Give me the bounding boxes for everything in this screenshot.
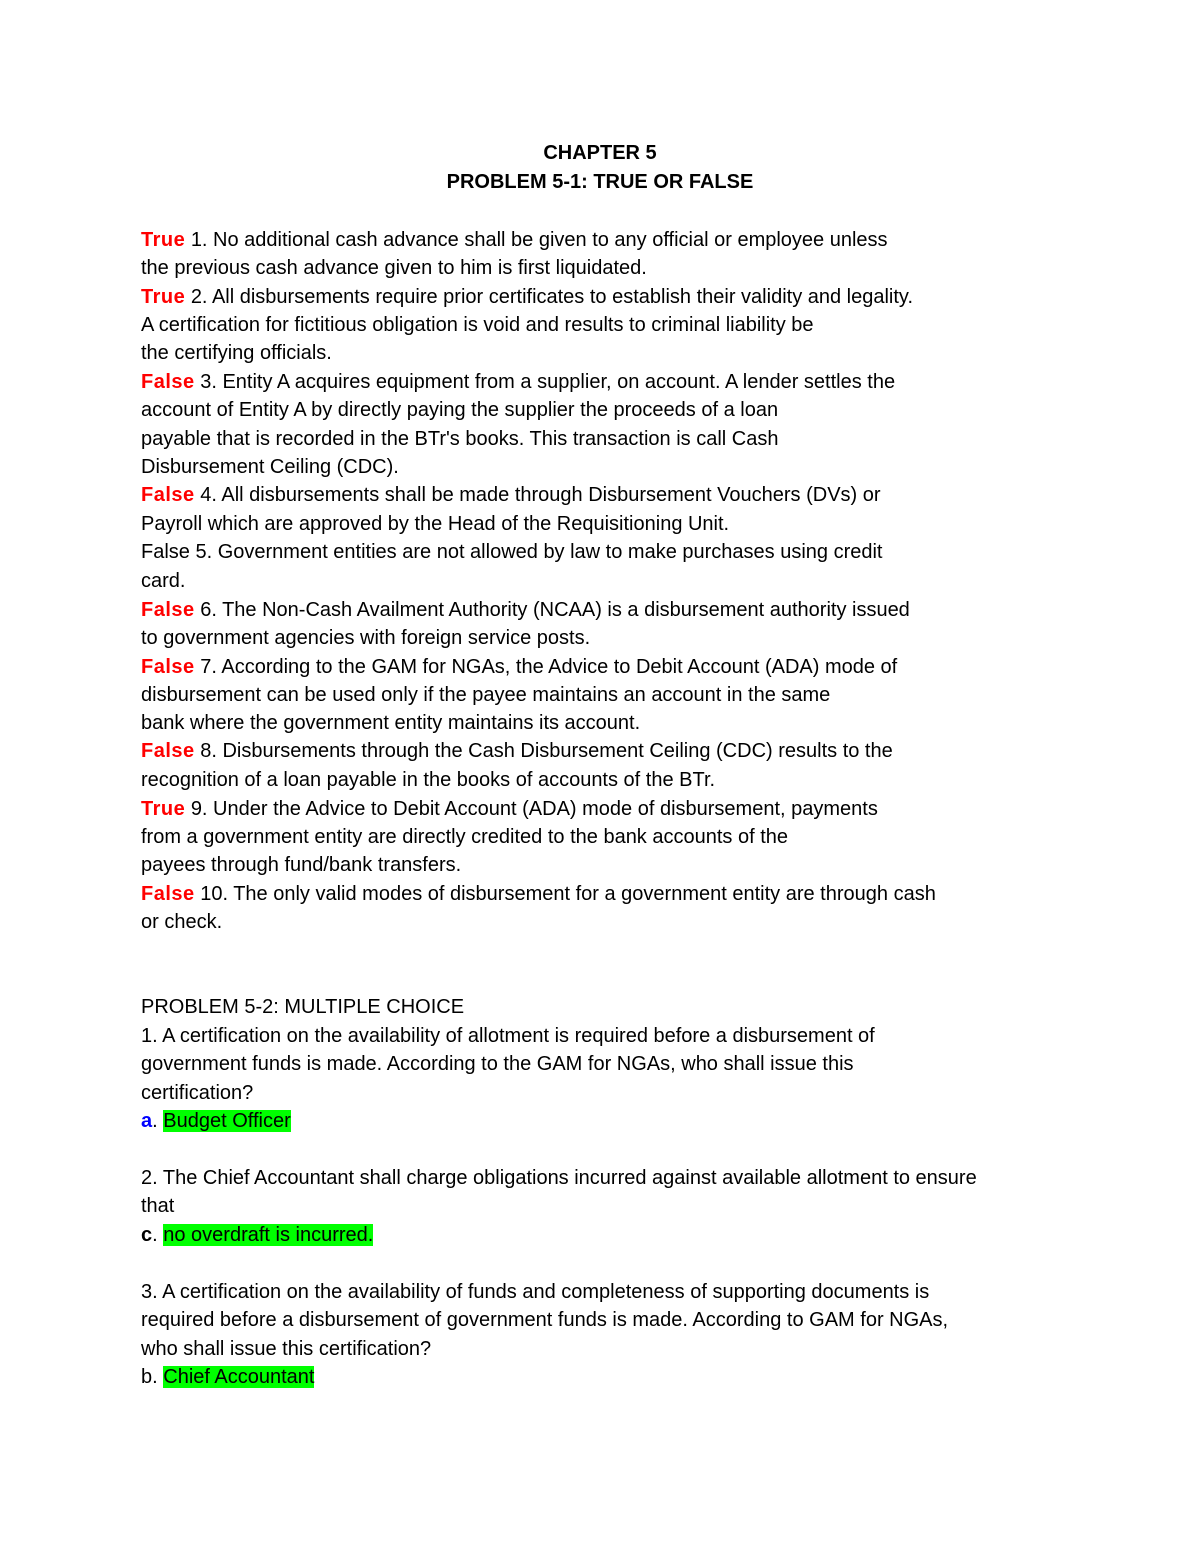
tf-item-9-line-3: payees through fund/bank transfers.: [141, 854, 462, 876]
tf-item-2-line-3: the certifying officials.: [141, 342, 332, 364]
tf-item-3-line-1: False 3. Entity A acquires equipment from a supplier, on account. A lender settles the: [141, 371, 896, 393]
mc-answer-highlight: no overdraft is incurred.: [163, 1224, 374, 1246]
tf-item-3-line-3: payable that is recorded in the BTr's books. This transaction is call Cash: [141, 428, 779, 450]
mc-item-1-answer: a. Budget Officer: [141, 1110, 291, 1132]
tf-answer: True: [141, 798, 186, 820]
mc-answer-highlight: Chief Accountant: [163, 1366, 315, 1388]
mc-item-1-line-3: certification?: [141, 1082, 254, 1104]
tf-item-5-line-2: card.: [141, 570, 186, 592]
mc-answer-letter: a: [141, 1110, 153, 1132]
mc-answer-letter: c: [141, 1224, 153, 1246]
tf-answer: False: [141, 656, 195, 678]
tf-item-9-line-1: True 9. Under the Advice to Debit Account (ADA) mode of disbursement, payments: [141, 798, 878, 820]
tf-item-1-line-2: the previous cash advance given to him is first liquidated.: [141, 257, 647, 279]
tf-item-8-line-2: recognition of a loan payable in the books of accounts of the BTr.: [141, 769, 716, 791]
mc-item-2-line-2: that: [141, 1195, 175, 1217]
tf-item-5-line-1: False 5. Government entities are not allowed by law to make purchases using credit: [141, 541, 883, 563]
mc-answer-letter: b: [141, 1366, 153, 1388]
mc-item-1-line-1: 1. A certification on the availability of allotment is required before a disbursement of: [141, 1025, 875, 1047]
chapter-heading: CHAPTER 5: [543, 142, 657, 164]
tf-answer: False: [141, 883, 195, 905]
tf-item-2-line-1: True 2. All disbursements require prior certificates to establish their validity and legality.: [141, 286, 913, 308]
mc-item-3-line-2: required before a disbursement of government funds is made. According to GAM for NGAs,: [141, 1309, 949, 1331]
tf-answer: True: [141, 229, 186, 251]
mc-answer-highlight: Budget Officer: [163, 1110, 291, 1132]
tf-answer: False: [141, 740, 195, 762]
tf-item-10-line-1: False 10. The only valid modes of disbursement for a government entity are through cash: [141, 883, 936, 905]
mc-item-2-answer: c. no overdraft is incurred.: [141, 1224, 374, 1246]
tf-item-8-line-1: False 8. Disbursements through the Cash Disbursement Ceiling (CDC) results to the: [141, 740, 893, 762]
tf-item-7-line-1: False 7. According to the GAM for NGAs, the Advice to Debit Account (ADA) mode of: [141, 656, 898, 678]
mc-item-3-line-1: 3. A certification on the availability of funds and completeness of supporting documents is: [141, 1281, 930, 1303]
tf-item-4-line-2: Payroll which are approved by the Head of the Requisitioning Unit.: [141, 513, 730, 535]
tf-item-7-line-2: disbursement can be used only if the payee maintains an account in the same: [141, 684, 831, 706]
tf-item-1-line-1: True 1. No additional cash advance shall be given to any official or employee unless: [141, 229, 888, 251]
tf-item-3-line-4: Disbursement Ceiling (CDC).: [141, 456, 399, 478]
tf-item-6-line-1: False 6. The Non-Cash Availment Authority (NCAA) is a disbursement authority issued: [141, 599, 910, 621]
tf-answer: False: [141, 599, 195, 621]
tf-answer: False: [141, 371, 195, 393]
mc-item-3-answer: b. Chief Accountant: [141, 1366, 315, 1388]
tf-item-3-line-2: account of Entity A by directly paying the supplier the proceeds of a loan: [141, 399, 779, 421]
tf-item-4-line-1: False 4. All disbursements shall be made through Disbursement Vouchers (DVs) or: [141, 484, 881, 506]
mc-item-3-line-3: who shall issue this certification?: [141, 1338, 432, 1360]
mc-item-2-line-1: 2. The Chief Accountant shall charge obligations incurred against available allotment to ensure: [141, 1167, 977, 1189]
tf-answer: False: [141, 541, 190, 563]
tf-item-9-line-2: from a government entity are directly credited to the bank accounts of the: [141, 826, 789, 848]
tf-item-10-line-2: or check.: [141, 911, 223, 933]
tf-item-2-line-2: A certification for fictitious obligation is void and results to criminal liability be: [141, 314, 814, 336]
mc-item-1-line-2: government funds is made. According to the GAM for NGAs, who shall issue this: [141, 1053, 854, 1075]
tf-item-6-line-2: to government agencies with foreign service posts.: [141, 627, 591, 649]
tf-answer: True: [141, 286, 186, 308]
problem-2-title: PROBLEM 5-2: MULTIPLE CHOICE: [141, 996, 465, 1018]
tf-item-7-line-3: bank where the government entity maintains its account.: [141, 712, 641, 734]
tf-answer: False: [141, 484, 195, 506]
problem-1-title: PROBLEM 5-1: TRUE OR FALSE: [446, 171, 754, 193]
